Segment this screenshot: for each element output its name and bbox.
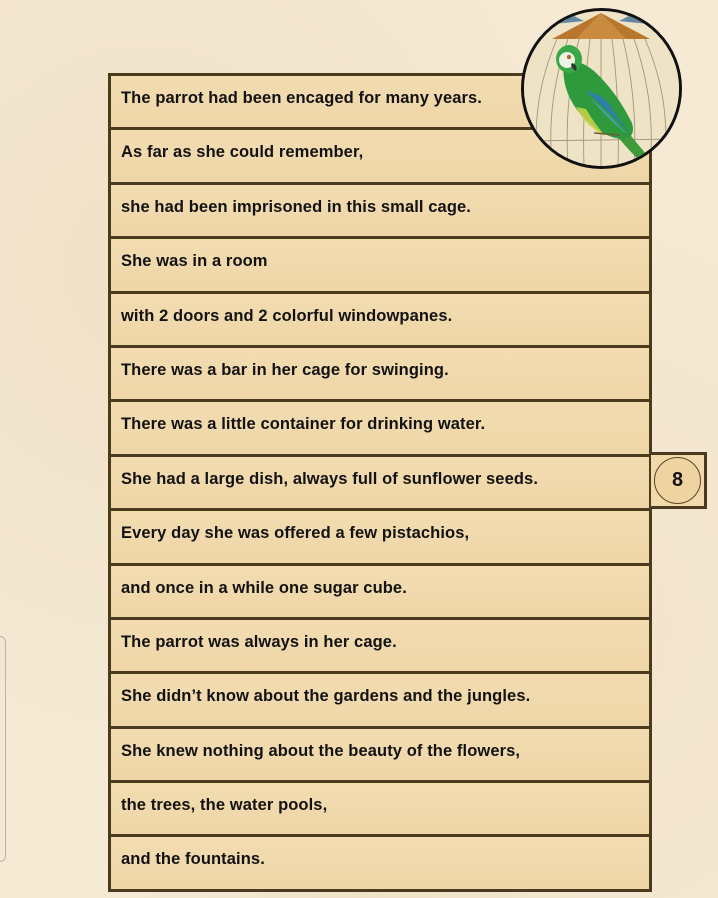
story-line	[111, 563, 649, 617]
story-line	[111, 345, 649, 399]
story-line-text: As far as she could remember,	[121, 143, 364, 162]
story-line-text: She had a large dish, always full of sunflower seeds.	[121, 469, 539, 488]
story-line-text: and once in a while one sugar cube.	[121, 578, 407, 597]
story-line-text: There was a little container for drinking water.	[121, 415, 486, 434]
story-line-text: with 2 doors and 2 colorful windowpanes.	[121, 306, 453, 325]
story-line	[111, 236, 649, 290]
story-line	[111, 291, 649, 345]
parrot-illustration	[521, 8, 682, 169]
story-line	[111, 454, 649, 508]
story-line	[111, 671, 649, 725]
side-drawer-handle[interactable]	[0, 636, 6, 862]
story-line	[111, 834, 649, 888]
page-number-circle	[654, 457, 701, 504]
story-line	[111, 617, 649, 671]
story-line-text: Every day she was offered a few pistachios,	[121, 524, 470, 543]
story-line-text: She was in a room	[121, 252, 268, 271]
story-line	[111, 399, 649, 453]
story-line-text: The parrot had been encaged for many years.	[121, 89, 482, 107]
story-lines-table	[108, 73, 652, 892]
story-line-text: she had been imprisoned in this small cage.	[121, 197, 471, 216]
page-number-badge	[649, 452, 707, 509]
story-line	[111, 780, 649, 834]
story-line	[111, 726, 649, 780]
story-line-text: The parrot was always in her cage.	[121, 632, 397, 651]
story-line-text: She knew nothing about the beauty of the flowers,	[121, 741, 521, 760]
story-line-text: and the fountains.	[121, 850, 265, 869]
parrot-in-cage-icon	[524, 11, 679, 166]
story-line-text: There was a bar in her cage for swinging.	[121, 360, 449, 379]
page-number: 8	[671, 469, 684, 491]
story-line-text: She didn’t know about the gardens and the jungles.	[121, 687, 531, 706]
story-line-text: the trees, the water pools,	[121, 796, 328, 815]
story-line	[111, 182, 649, 236]
story-line	[111, 508, 649, 562]
